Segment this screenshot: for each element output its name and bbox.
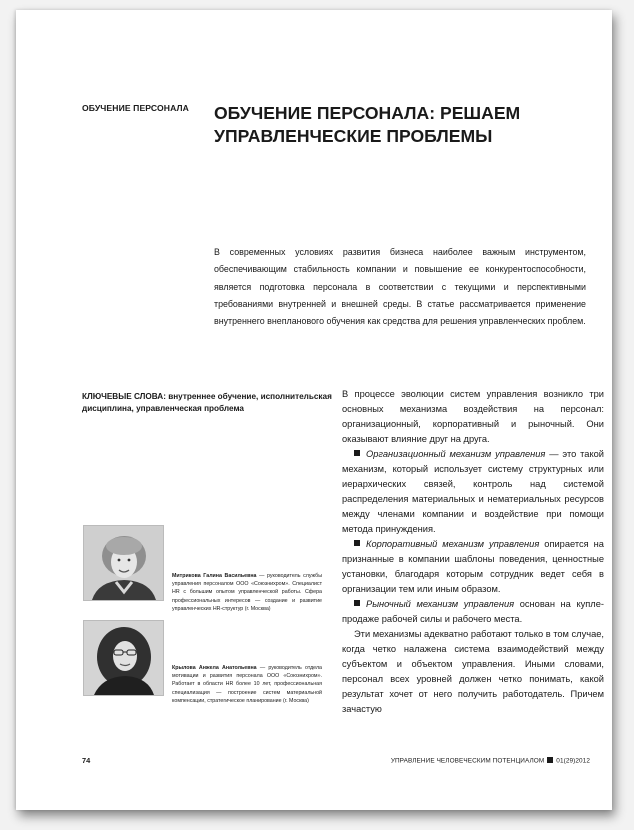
journal-name: УПРАВЛЕНИЕ ЧЕЛОВЕЧЕСКИМ ПОТЕНЦИАЛОМ (390, 757, 545, 765)
keywords-block (82, 391, 342, 415)
journal-footer (391, 757, 590, 765)
bullet-text-2: опирается на признанные в компании шаблоны поведения, ценностные установки, благодаря которым сотрудник ведет себя в организации тем или иным образом. (342, 539, 604, 594)
author-photo-1 (83, 525, 164, 601)
bullet-text-1: — это такой механизм, который использует систему структурных или иерархических связей, контроль над системой распределения материальных и нематериальных ресурсов между членами компании и воздействие при помощи метода принуждения. (342, 449, 604, 534)
author-name-1: Митрикова Галина Васильевна (172, 573, 257, 579)
bullet-term-3: Рыночный механизм управления (366, 599, 515, 609)
journal-issue: 01(29)2012 (556, 757, 590, 765)
bullet-item-3 (342, 597, 604, 627)
author-bio-1 (172, 572, 322, 613)
square-bullet-icon (354, 600, 360, 606)
author-description-2: — руководитель отдела мотивации и развития персонала ООО «Союзнихром». Работает в области HR более 10 лет, профессиональная специализация — построение систем материальной компенсации, стратегическое планирование (г. Москва) (172, 665, 322, 704)
author-description-1: — руководитель службы управления персоналом ООО «Союзнихром». Специалист HR с большим опытом управленческой работы. Сфера профессиональных интересов — создание и развитие управленческих HR-структур (г. Москва) (172, 573, 322, 612)
section-label: ОБУЧЕНИЕ ПЕРСОНАЛА (82, 103, 189, 113)
magazine-page (16, 10, 612, 810)
author-name-2: Крылова Анжела Анатольевна (172, 665, 257, 671)
body-paragraph-2: Эти механизмы адекватно работают только в том случае, когда четко налажена система взаимодействий между субъектом и объектом управления. Иными словами, персонал всех уровней должен четко понимать, какой результат хочет от него получить работодатель. Причем зачастую (342, 629, 605, 714)
article-body (342, 387, 604, 717)
bullet-text-3: основан на купле-продаже рабочей силы и рабочего места. (342, 599, 604, 624)
keywords-text: внутреннее обучение, исполнительская дисциплина, управленческая проблема (82, 392, 332, 413)
square-bullet-icon (354, 540, 360, 546)
bullet-term-1: Организационный механизм управления (366, 449, 546, 459)
bullet-item-2 (342, 537, 604, 597)
square-bullet-icon (354, 450, 360, 456)
article-title: ОБУЧЕНИЕ ПЕРСОНАЛА: РЕШАЕМ УПРАВЛЕНЧЕСКИЕ ПРОБЛЕМЫ (214, 103, 521, 146)
article-abstract: В современных условиях развития бизнеса наиболее важным инструментом, обеспечивающим стабильность компании и повышение ее конкурентоспособности, является подготовка персонала в соответствии с текущими и перспективными требованиями внутренней и внешней среды. В статье рассматривается применение внутреннего внепланового обучения как средства для решения управленческих проблем. (214, 247, 586, 327)
page-number: 74 (82, 756, 91, 765)
author-photo-2 (83, 620, 164, 696)
bullet-item-1 (342, 447, 604, 537)
author-bio-2 (172, 664, 322, 705)
square-separator-icon (547, 757, 553, 763)
body-paragraph-1: В процессе эволюции систем управления возникло три основных механизма воздействия на персонал: организационный, корпоративный и рыночный. Они оказывают влияние друг на друга. (342, 389, 604, 444)
bullet-term-2: Корпоративный механизм управления (366, 539, 540, 549)
keywords-label: КЛЮЧЕВЫЕ СЛОВА: (82, 392, 166, 401)
